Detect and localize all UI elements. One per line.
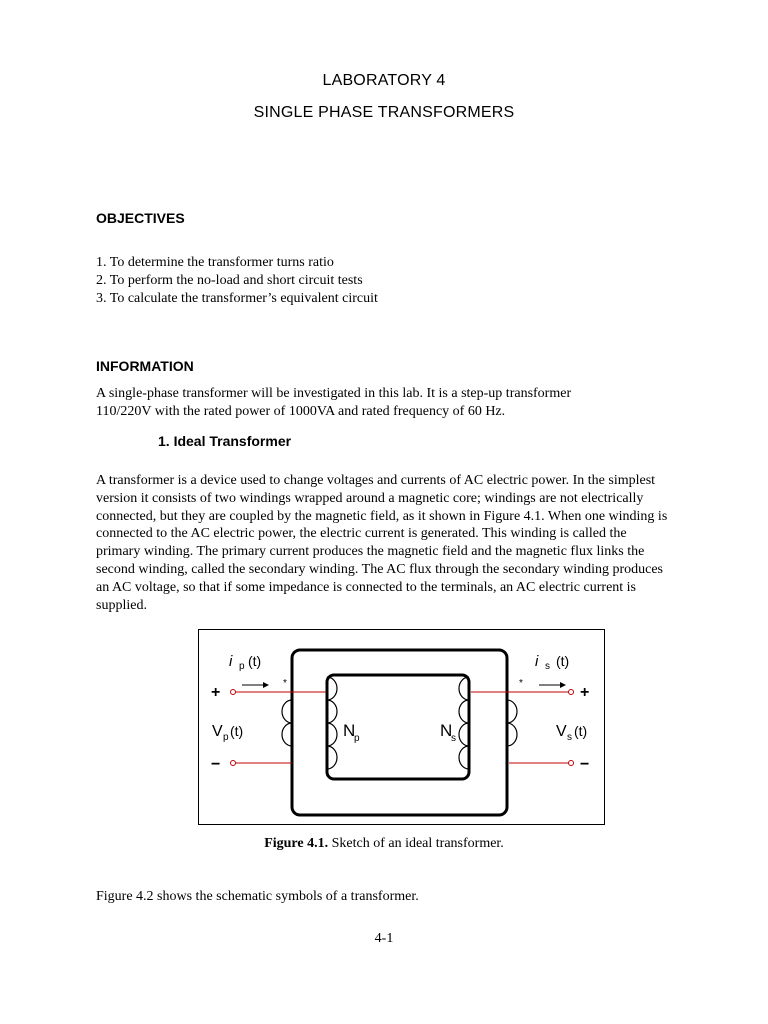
secondary-turns-subscript: s <box>451 733 456 744</box>
primary-voltage-time: (t) <box>230 723 244 739</box>
primary-terminal-plus <box>231 690 236 695</box>
primary-minus-sign: − <box>211 756 221 773</box>
transformer-figure <box>198 629 605 825</box>
list-item: 3. To calculate the transformer’s equivalent circuit <box>96 291 378 306</box>
primary-current-label: i <box>229 653 233 670</box>
secondary-turns-label: N <box>440 721 453 740</box>
secondary-current-arrow <box>539 682 566 688</box>
ideal-transformer-paragraph: A transformer is a device used to change voltages and currents of AC electric power. In the simplest version it consists of two windings wrapped around a magnetic core; windings are not electrically connected, but they are coupled by the magnetic field, as it shown in Figure 4.1. When one winding is connected to the AC electric power, the electric current is generated. This winding is called the primary winding. The primary current produces the magnetic field and the magnetic flux links the second winding, called the secondary winding. The AC flux through the secondary winding produces an AC voltage, so that if some impedance is connected to the terminals, an AC electric current is supplied. <box>96 473 668 613</box>
objectives-list <box>96 254 378 308</box>
figure-caption-label: Figure 4.1. <box>264 836 329 851</box>
primary-turns-subscript: p <box>354 733 360 744</box>
list-item: 1. To determine the transformer turns ratio <box>96 255 334 270</box>
objectives-heading: OBJECTIVES <box>96 210 185 226</box>
secondary-voltage-subscript: s <box>567 732 572 743</box>
primary-voltage-subscript: p <box>223 732 229 743</box>
secondary-dot-marker: * <box>519 678 523 689</box>
lab-title: LABORATORY 4 <box>322 72 446 89</box>
section-heading-ideal-transformer: 1. Ideal Transformer <box>158 433 292 449</box>
primary-dot-marker: * <box>283 678 287 689</box>
secondary-plus-sign: + <box>580 684 590 701</box>
secondary-terminal-plus <box>569 690 574 695</box>
primary-terminal-minus <box>231 761 236 766</box>
figure-caption-text: Sketch of an ideal transformer. <box>328 836 504 851</box>
page-number: 4-1 <box>374 931 394 946</box>
secondary-current-time: (t) <box>556 653 570 669</box>
figure-caption <box>0 836 768 852</box>
secondary-minus-sign: − <box>580 756 590 773</box>
information-heading: INFORMATION <box>96 358 194 374</box>
primary-current-subscript: p <box>239 661 245 672</box>
primary-turns-label: N <box>343 721 356 740</box>
list-item: 2. To perform the no-load and short circuit tests <box>96 273 363 288</box>
primary-current-time: (t) <box>248 653 262 669</box>
primary-plus-sign: + <box>211 684 221 701</box>
information-intro: A single-phase transformer will be investigated in this lab. It is a step-up transformer 110/220V with the rated power of 1000VA and rated frequency of 60 Hz. <box>96 386 572 419</box>
transformer-diagram <box>199 630 604 824</box>
primary-winding <box>282 677 337 769</box>
secondary-current-label: i <box>535 653 539 670</box>
primary-current-arrow <box>242 682 269 688</box>
lab-subtitle: SINGLE PHASE TRANSFORMERS <box>253 104 515 121</box>
secondary-voltage-label: V <box>556 723 567 740</box>
closing-paragraph: Figure 4.2 shows the schematic symbols of a transformer. <box>96 889 419 904</box>
primary-voltage-label: V <box>212 723 223 740</box>
secondary-voltage-time: (t) <box>574 723 588 739</box>
secondary-terminal-minus <box>569 761 574 766</box>
secondary-current-subscript: s <box>545 661 550 672</box>
